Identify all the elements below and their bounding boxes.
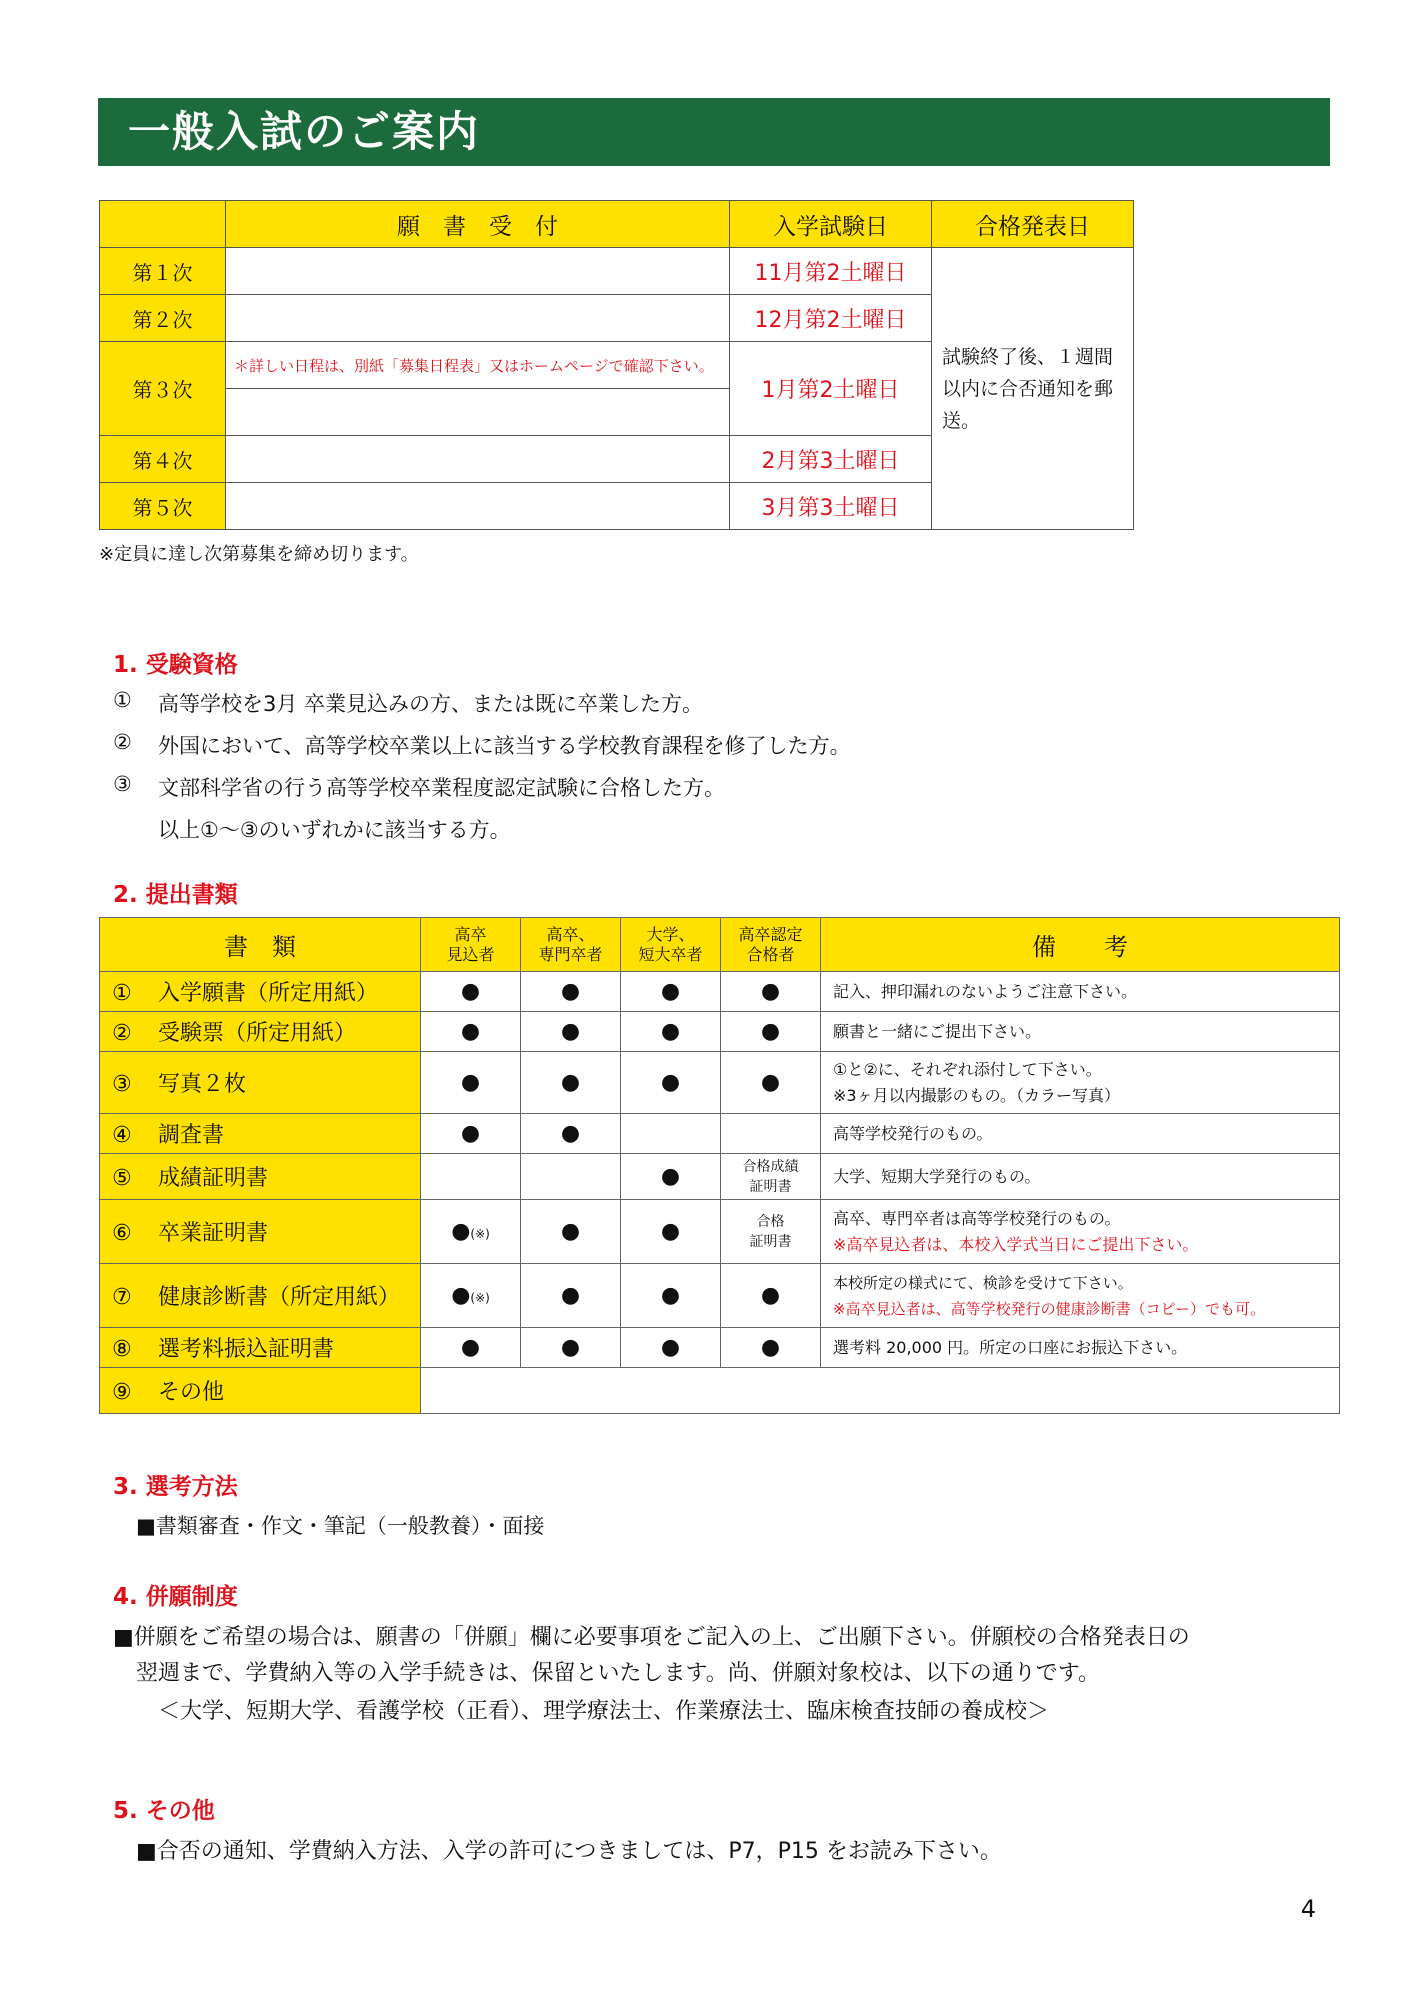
header-line: 高卒認定 <box>738 924 803 944</box>
schedule-reception-cell <box>226 436 730 483</box>
alternative-document-note <box>721 1200 821 1264</box>
mark-dot: ● <box>451 1283 471 1308</box>
mark-note: (※) <box>470 1291 490 1305</box>
schedule-announcement: 試験終了後、１週間以内に合否通知を郵送。 <box>932 248 1134 530</box>
document-name-text: 選考料振込証明書 <box>158 1337 335 1362</box>
documents-header-col <box>721 918 821 972</box>
schedule-header-result-date: 合格発表日 <box>932 201 1134 248</box>
document-name-text: 受験票（所定用紙） <box>158 1021 357 1046</box>
empty-cell <box>721 1114 821 1154</box>
document-remark <box>821 1264 1340 1328</box>
schedule-round: 第２次 <box>100 295 226 342</box>
documents-header-remarks: 備 考 <box>821 918 1340 972</box>
documents-header-col <box>521 918 621 972</box>
schedule-reception-cell <box>226 389 730 436</box>
schedule-reception-note: ＊詳しい日程は、別紙「募集日程表」又はホームページで確認下さい。 <box>226 342 730 389</box>
schedule-round: 第５次 <box>100 483 226 530</box>
required-mark: ● <box>621 972 721 1012</box>
schedule-header-blank <box>100 201 226 248</box>
table-row <box>100 1264 1340 1328</box>
required-mark: ● <box>721 1264 821 1328</box>
required-mark: ● <box>621 1154 721 1200</box>
document-name <box>100 1052 421 1114</box>
qualification-item-num: ① <box>113 688 132 712</box>
document-num: ⑥ <box>112 1221 132 1246</box>
note-line: 証明書 <box>749 1178 792 1195</box>
required-mark: ● <box>421 1012 521 1052</box>
empty-cell <box>621 1114 721 1154</box>
required-mark-with-note <box>421 1264 521 1328</box>
schedule-round: 第４次 <box>100 436 226 483</box>
qualification-item-text: 高等学校を3月 卒業見込みの方、または既に卒業した方。 <box>158 692 704 716</box>
required-mark: ● <box>421 1052 521 1114</box>
section-5-heading: 5. その他 <box>113 1798 215 1824</box>
document-name <box>100 1328 421 1368</box>
schedule-header-exam-date: 入学試験日 <box>730 201 932 248</box>
table-row <box>100 972 1340 1012</box>
document-num: ③ <box>112 1072 132 1097</box>
required-mark: ● <box>521 1052 621 1114</box>
document-name-text: 調査書 <box>158 1123 225 1148</box>
document-num: ⑨ <box>112 1380 132 1405</box>
required-mark: ● <box>621 1052 721 1114</box>
documents-header-col <box>621 918 721 972</box>
schedule-exam-date: 3月第3土曜日 <box>730 483 932 530</box>
section-4-heading: 4. 併願制度 <box>113 1584 238 1610</box>
document-name-text: その他 <box>158 1380 225 1405</box>
required-mark: ● <box>521 1012 621 1052</box>
qualification-summary: 以上①～③のいずれかに該当する方。 <box>158 818 511 842</box>
section-1-heading: 1. 受験資格 <box>113 652 238 678</box>
table-row <box>100 1328 1340 1368</box>
schedule-exam-date: 12月第2土曜日 <box>730 295 932 342</box>
document-name <box>100 1114 421 1154</box>
document-name <box>100 1200 421 1264</box>
document-remark: 記入、押印漏れのないようご注意下さい。 <box>821 972 1340 1012</box>
document-name-text: 写真２枚 <box>158 1072 247 1097</box>
document-name-text: 入学願書（所定用紙） <box>158 981 379 1006</box>
schedule-round: 第３次 <box>100 342 226 436</box>
note-line: 合格 <box>756 1213 785 1230</box>
remark-line-warning: ※高卒見込者は、高等学校発行の健康診断書（コピー）でも可。 <box>833 1299 1265 1318</box>
document-name-text: 健康診断書（所定用紙） <box>158 1285 401 1310</box>
header-line: 見込者 <box>446 944 495 964</box>
schedule-table <box>99 200 1134 530</box>
joint-application-targets: ＜大学、短期大学、看護学校（正看）、理学療法士、作業療法士、臨床検査技師の養成校＞ <box>158 1699 1050 1724</box>
required-mark: ● <box>521 1114 621 1154</box>
note-line: 合格成績 <box>742 1158 799 1175</box>
section-3-heading: 3. 選考方法 <box>113 1474 238 1500</box>
other-documents-cell <box>421 1368 1340 1414</box>
document-num: ② <box>112 1021 132 1046</box>
required-mark: ● <box>621 1012 721 1052</box>
document-name-text: 成績証明書 <box>158 1166 269 1191</box>
header-line: 専門卒者 <box>538 944 603 964</box>
note-line: 証明書 <box>749 1233 792 1250</box>
header-line: 合格者 <box>746 944 795 964</box>
section-2-heading: 2. 提出書類 <box>113 882 238 908</box>
remark-line: 高卒、専門卒者は高等学校発行のもの。 <box>833 1208 1121 1228</box>
schedule-row <box>100 248 1134 295</box>
qualification-item-text: 文部科学省の行う高等学校卒業程度認定試験に合格した方。 <box>158 776 725 800</box>
schedule-reception-cell <box>226 295 730 342</box>
required-mark: ● <box>721 1052 821 1114</box>
header-line: 大学、 <box>646 924 695 944</box>
schedule-header-reception: 願 書 受 付 <box>226 201 730 248</box>
joint-application-line: 翌週まで、学費納入等の入学手続きは、保留といたします。尚、併願対象校は、以下の通りです。 <box>136 1661 1101 1686</box>
document-name <box>100 1154 421 1200</box>
header-line: 短大卒者 <box>638 944 703 964</box>
schedule-round: 第１次 <box>100 248 226 295</box>
required-mark: ● <box>721 1328 821 1368</box>
alternative-document-note <box>721 1154 821 1200</box>
header-line: 高卒 <box>454 924 487 944</box>
document-num: ⑧ <box>112 1337 132 1362</box>
required-mark: ● <box>521 1200 621 1264</box>
page-number: 4 <box>1300 1895 1316 1923</box>
documents-header-doc: 書 類 <box>100 918 421 972</box>
document-remark: 高等学校発行のもの。 <box>821 1114 1340 1154</box>
table-row <box>100 1052 1340 1114</box>
remark-line: ①と②に、それぞれ添付して下さい。 <box>833 1059 1102 1079</box>
document-name-text: 卒業証明書 <box>158 1221 269 1246</box>
remark-line: ※3ヶ月以内撮影のもの。（カラー写真） <box>833 1085 1120 1105</box>
schedule-exam-date: 11月第2土曜日 <box>730 248 932 295</box>
required-mark: ● <box>621 1328 721 1368</box>
documents-header-col <box>421 918 521 972</box>
document-num: ⑤ <box>112 1166 132 1191</box>
table-row <box>100 1368 1340 1414</box>
required-mark: ● <box>421 972 521 1012</box>
schedule-reception-cell <box>226 483 730 530</box>
joint-application-line: ■併願をご希望の場合は、願書の「併願」欄に必要事項をご記入の上、ご出願下さい。併願校の合格発表日の <box>113 1625 1190 1650</box>
table-row <box>100 1154 1340 1200</box>
schedule-reception-cell <box>226 248 730 295</box>
document-num: ④ <box>112 1123 132 1148</box>
document-num: ① <box>112 981 132 1006</box>
table-row <box>100 1114 1340 1154</box>
mark-dot: ● <box>451 1219 471 1244</box>
other-info-text: ■合否の通知、学費納入方法、入学の許可につきましては、P7，P15 をお読み下さい。 <box>136 1839 1002 1864</box>
document-name <box>100 972 421 1012</box>
document-remark: 願書と一緒にご提出下さい。 <box>821 1012 1340 1052</box>
required-mark: ● <box>521 1328 621 1368</box>
document-name <box>100 1368 421 1414</box>
header-line: 高卒、 <box>546 924 595 944</box>
required-mark: ● <box>421 1328 521 1368</box>
document-num: ⑦ <box>112 1285 132 1310</box>
required-mark: ● <box>721 1012 821 1052</box>
required-mark: ● <box>421 1114 521 1154</box>
schedule-footnote: ※定員に達し次第募集を締め切ります。 <box>99 544 419 565</box>
empty-cell <box>421 1154 521 1200</box>
document-remark <box>821 1200 1340 1264</box>
qualification-item-text: 外国において、高等学校卒業以上に該当する学校教育課程を修了した方。 <box>158 734 851 758</box>
document-remark <box>821 1052 1340 1114</box>
required-mark: ● <box>621 1200 721 1264</box>
table-row <box>100 1200 1340 1264</box>
selection-method-text: ■書類審査・作文・筆記（一般教養）・面接 <box>136 1514 545 1538</box>
documents-table <box>99 917 1340 1414</box>
mark-note: (※) <box>470 1227 490 1241</box>
remark-line-warning: ※高卒見込者は、本校入学式当日にご提出下さい。 <box>833 1234 1199 1254</box>
page-title: 一般入試のご案内 <box>98 98 1330 166</box>
qualification-item-num: ② <box>113 730 132 754</box>
qualification-item-num: ③ <box>113 772 132 796</box>
empty-cell <box>521 1154 621 1200</box>
schedule-exam-date: 1月第2土曜日 <box>730 342 932 436</box>
required-mark-with-note <box>421 1200 521 1264</box>
required-mark: ● <box>721 972 821 1012</box>
document-name <box>100 1264 421 1328</box>
table-row <box>100 1012 1340 1052</box>
document-remark: 選考料 20,000 円。所定の口座にお振込下さい。 <box>821 1328 1340 1368</box>
required-mark: ● <box>521 972 621 1012</box>
document-remark: 大学、短期大学発行のもの。 <box>821 1154 1340 1200</box>
required-mark: ● <box>621 1264 721 1328</box>
remark-line: 本校所定の様式にて、検診を受けて下さい。 <box>833 1273 1133 1292</box>
schedule-exam-date: 2月第3土曜日 <box>730 436 932 483</box>
required-mark: ● <box>521 1264 621 1328</box>
documents-header-row <box>100 918 1340 972</box>
document-name <box>100 1012 421 1052</box>
schedule-header-row <box>100 201 1134 248</box>
